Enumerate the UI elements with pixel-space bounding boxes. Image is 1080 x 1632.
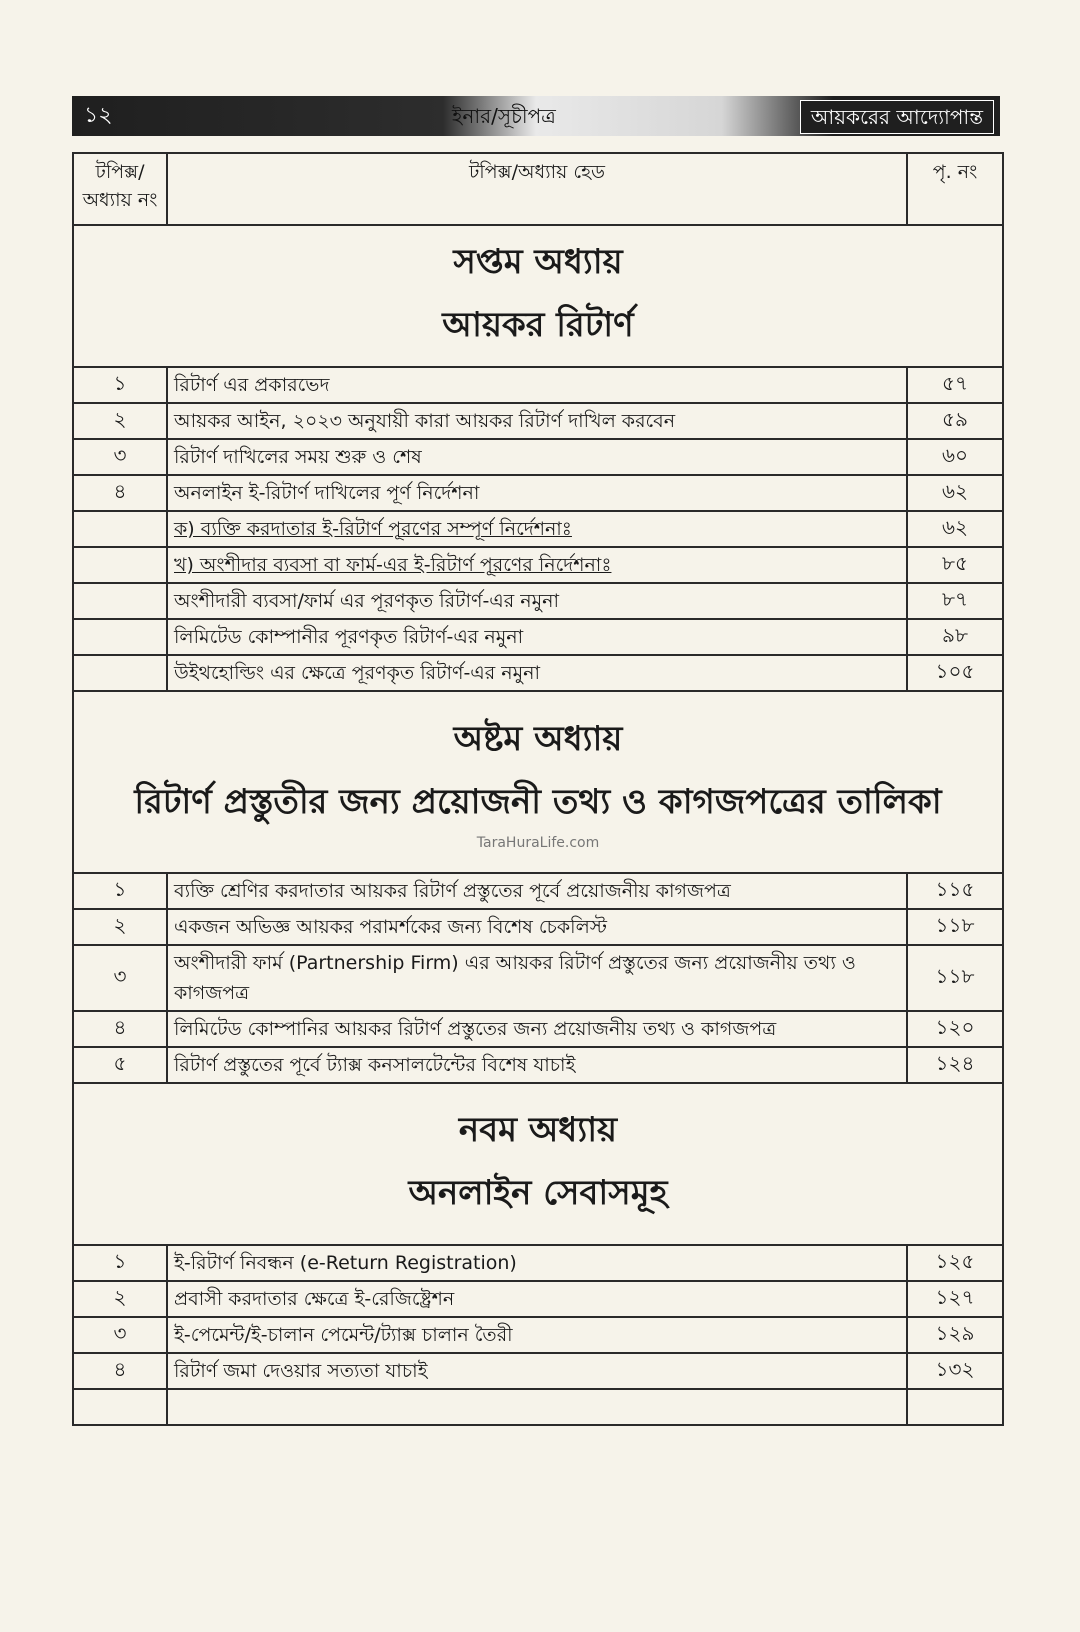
row-page: ৬২ xyxy=(907,511,1003,547)
row-topic: অংশীদারী ফার্ম (Partnership Firm) এর আয়কর রিটার্ণ প্রস্তুতের জন্য প্রয়োজনীয় তথ্য ও কাগজপত্র xyxy=(167,945,907,1011)
table-row xyxy=(73,367,1003,403)
table-row xyxy=(73,873,1003,909)
row-no: ৪ xyxy=(73,475,167,511)
row-topic xyxy=(167,1389,907,1425)
row-topic: আয়কর আইন, ২০২৩ অনুযায়ী কারা আয়কর রিটার্ণ দাখিল করবেন xyxy=(167,403,907,439)
row-topic: রিটার্ণ জমা দেওয়ার সত্যতা যাচাই xyxy=(167,1353,907,1389)
row-no: ১ xyxy=(73,873,167,909)
toc-header-row xyxy=(73,153,1003,225)
row-no: ৩ xyxy=(73,439,167,475)
table-row xyxy=(73,945,1003,1011)
row-no: ২ xyxy=(73,909,167,945)
row-topic: রিটার্ণ এর প্রকারভেদ xyxy=(167,367,907,403)
table-row xyxy=(73,1245,1003,1281)
row-page: ৫৯ xyxy=(907,403,1003,439)
row-no: ৩ xyxy=(73,1317,167,1353)
row-no: ২ xyxy=(73,1281,167,1317)
row-topic: উইথহোল্ডিং এর ক্ষেত্রে পূরণকৃত রিটার্ণ-এর নমুনা xyxy=(167,655,907,691)
row-topic: অংশীদারী ব্যবসা/ফার্ম এর পূরণকৃত রিটার্ণ-এর নমুনা xyxy=(167,583,907,619)
row-no xyxy=(73,619,167,655)
book-title: আয়করের আদ্যোপান্ত xyxy=(800,100,994,134)
row-no: ১ xyxy=(73,1245,167,1281)
row-page: ৬০ xyxy=(907,439,1003,475)
table-row xyxy=(73,909,1003,945)
table-row xyxy=(73,439,1003,475)
row-no: ৫ xyxy=(73,1047,167,1083)
row-topic: খ) অংশীদার ব্যবসা বা ফার্ম-এর ই-রিটার্ণ পূরণের নির্দেশনাঃ xyxy=(167,547,907,583)
watermark-text: TaraHuraLife.com xyxy=(476,835,600,851)
row-topic: ই-রিটার্ণ নিবন্ধন (e-Return Registration) xyxy=(167,1245,907,1281)
table-row xyxy=(73,1353,1003,1389)
table-row xyxy=(73,1317,1003,1353)
row-no: ২ xyxy=(73,403,167,439)
row-no xyxy=(73,655,167,691)
chapter-heading-row xyxy=(73,225,1003,367)
row-page: ১২৫ xyxy=(907,1245,1003,1281)
row-topic: লিমিটেড কোম্পানীর পূরণকৃত রিটার্ণ-এর নমুনা xyxy=(167,619,907,655)
table-row xyxy=(73,547,1003,583)
toc-table xyxy=(72,152,1004,1426)
row-no: ১ xyxy=(73,367,167,403)
table-row xyxy=(73,655,1003,691)
row-page xyxy=(907,1389,1003,1425)
table-row xyxy=(73,403,1003,439)
page-number: ১২ xyxy=(84,102,113,128)
table-row xyxy=(73,475,1003,511)
table-row xyxy=(73,1011,1003,1047)
col-topic-header: টপিক্স/অধ্যায় হেড xyxy=(167,153,907,225)
chapter7-title: আয়কর রিটার্ণ xyxy=(442,305,634,345)
chapter9-title: অনলাইন সেবাসমূহ xyxy=(408,1173,668,1213)
row-no xyxy=(73,511,167,547)
chapter9-number: নবম অধ্যায় xyxy=(458,1110,618,1150)
chapter-heading-row xyxy=(73,1083,1003,1245)
row-page: ১১৫ xyxy=(907,873,1003,909)
table-row xyxy=(73,1281,1003,1317)
row-page: ১১৮ xyxy=(907,909,1003,945)
row-topic: প্রবাসী করদাতার ক্ষেত্রে ই-রেজিষ্ট্রেশন xyxy=(167,1281,907,1317)
row-topic: ক) ব্যক্তি করদাতার ই-রিটার্ণ পূরণের সম্পূর্ণ নির্দেশনাঃ xyxy=(167,511,907,547)
row-no xyxy=(73,583,167,619)
row-topic: রিটার্ণ দাখিলের সময় শুরু ও শেষ xyxy=(167,439,907,475)
table-row xyxy=(73,511,1003,547)
row-topic: ই-পেমেন্ট/ই-চালান পেমেন্ট/ট্যাক্স চালান তৈরী xyxy=(167,1317,907,1353)
table-row xyxy=(73,1389,1003,1425)
row-no xyxy=(73,547,167,583)
row-topic: অনলাইন ই-রিটার্ণ দাখিলের পূর্ণ নির্দেশনা xyxy=(167,475,907,511)
row-page: ৮৫ xyxy=(907,547,1003,583)
row-page: ১০৫ xyxy=(907,655,1003,691)
row-page: ৫৭ xyxy=(907,367,1003,403)
section-label: ইনার/সূচীপত্র xyxy=(452,104,556,128)
row-topic: রিটার্ণ প্রস্তুতের পূর্বে ট্যাক্স কনসালটেন্টের বিশেষ যাচাই xyxy=(167,1047,907,1083)
row-page: ১২০ xyxy=(907,1011,1003,1047)
row-page: ১১৮ xyxy=(907,945,1003,1011)
row-no: ৪ xyxy=(73,1353,167,1389)
table-row xyxy=(73,583,1003,619)
row-topic: লিমিটেড কোম্পানির আয়কর রিটার্ণ প্রস্তুতের জন্য প্রয়োজনীয় তথ্য ও কাগজপত্র xyxy=(167,1011,907,1047)
chapter-heading-row xyxy=(73,691,1003,873)
row-topic: একজন অভিজ্ঞ আয়কর পরামর্শকের জন্য বিশেষ চেকলিস্ট xyxy=(167,909,907,945)
row-topic: ব্যক্তি শ্রেণির করদাতার আয়কর রিটার্ণ প্রস্তুতের পূর্বে প্রয়োজনীয় কাগজপত্র xyxy=(167,873,907,909)
col-no-header: টপিক্স/ অধ্যায় নং xyxy=(73,153,167,225)
running-header xyxy=(72,96,1000,136)
row-no: ৪ xyxy=(73,1011,167,1047)
row-page: ১২৯ xyxy=(907,1317,1003,1353)
chapter8-title: রিটার্ণ প্রস্তুতীর জন্য প্রয়োজনী তথ্য ও কাগজপত্রের তালিকা xyxy=(134,782,942,822)
chapter8-number: অষ্টম অধ্যায় xyxy=(453,719,623,759)
table-row xyxy=(73,619,1003,655)
row-page: ১২৭ xyxy=(907,1281,1003,1317)
row-page: ১৩২ xyxy=(907,1353,1003,1389)
row-no xyxy=(73,1389,167,1425)
row-no: ৩ xyxy=(73,945,167,1011)
row-page: ১২৪ xyxy=(907,1047,1003,1083)
col-page-header: পৃ. নং xyxy=(907,153,1003,225)
table-row xyxy=(73,1047,1003,1083)
row-page: ৯৮ xyxy=(907,619,1003,655)
row-page: ৬২ xyxy=(907,475,1003,511)
chapter7-number: সপ্তম অধ্যায় xyxy=(453,242,623,282)
row-page: ৮৭ xyxy=(907,583,1003,619)
